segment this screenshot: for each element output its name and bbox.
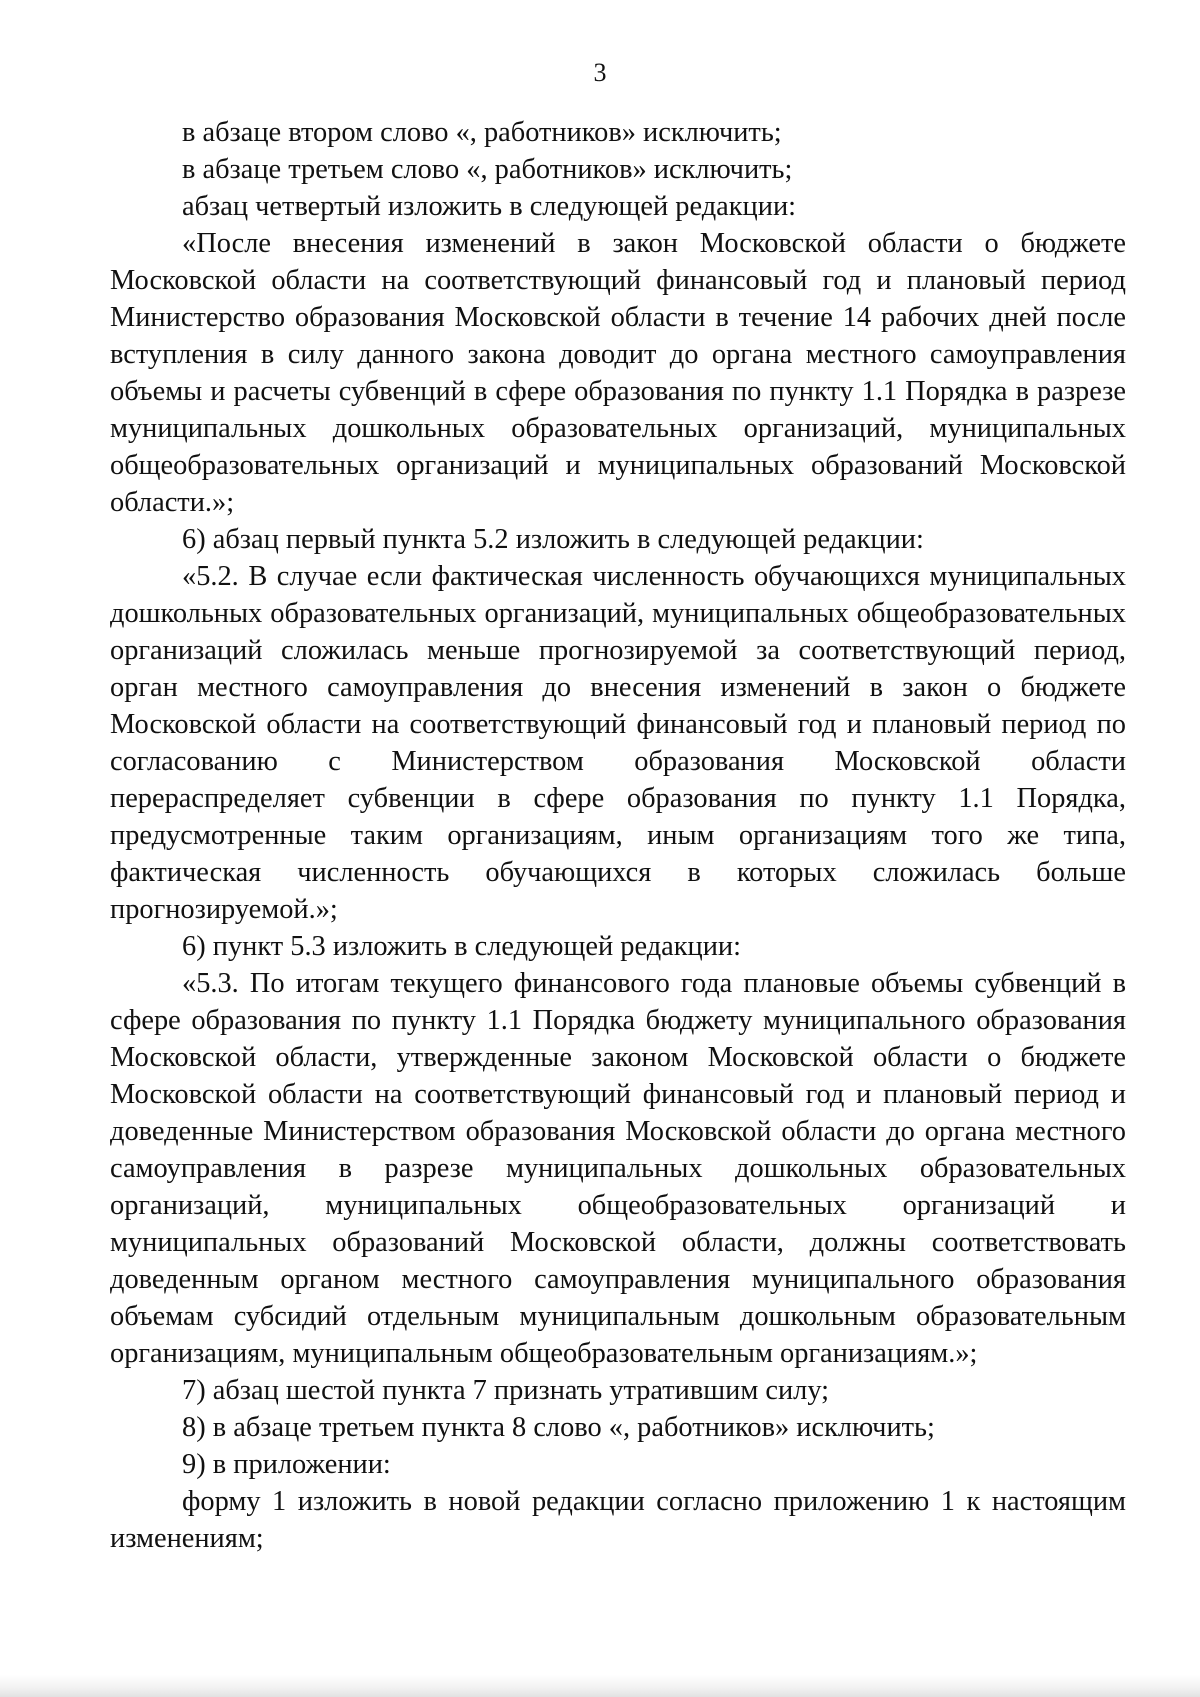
paragraph-7: 6) пункт 5.3 изложить в следующей редакции:	[182, 931, 741, 962]
paragraph-4: «После внесения изменений в закон Московской области о бюджете Московской области на соответствующий финансовый год и плановый период Министерство образования Московской области в течение 14 рабочих дней после вступления в силу данного закона доводит до органа местного самоуправления объемы и расчеты субвенций в сфере образования по пункту 1.1 Порядка в разрезе муниципальных дошкольных образовательных организаций, муниципальных общеобразовательных организаций и муниципальных образований Московской области.»;	[110, 228, 1126, 518]
paragraph-6: «5.2. В случае если фактическая численность обучающихся муниципальных дошкольных образовательных организаций, муниципальных общеобразовательных организаций сложилась меньше прогнозируемой за соответствующий период, орган местного самоуправления до внесения изменений в закон о бюджете Московской области на соответствующий финансовый год и плановый период по согласованию с Министерством образования Московской области перераспределяет субвенции в сфере образования по пункту 1.1 Порядка, предусмотренные таким организациям, иным организациям того же типа, фактическая численность обучающихся в которых сложилась больше прогнозируемой.»;	[110, 561, 1126, 925]
document-body	[110, 114, 1126, 1557]
paragraph-8: «5.3. По итогам текущего финансового года плановые объемы субвенций в сфере образования по пункту 1.1 Порядка бюджету муниципального образования Московской области, утвержденные законом Московской области о бюджете Московской области на соответствующий финансовый год и плановый период и доведенные Министерством образования Московской области до органа местного самоуправления в разрезе муниципальных дошкольных образовательных организаций, муниципальных общеобразовательных организаций и муниципальных образований Московской области, должны соответствовать доведенным органом местного самоуправления муниципального образования объемам субсидий отдельным муниципальным дошкольным образовательным организациям, муниципальным общеобразовательным организациям.»;	[110, 968, 1126, 1369]
scan-bottom-edge	[0, 1675, 1200, 1697]
paragraph-2: в абзаце третьем слово «, работников» исключить;	[182, 154, 793, 185]
paragraph-3: абзац четвертый изложить в следующей редакции:	[182, 191, 797, 222]
paragraph-1: в абзаце втором слово «, работников» исключить;	[182, 117, 782, 148]
paragraph-10: 8) в абзаце третьем пункта 8 слово «, работников» исключить;	[182, 1412, 935, 1443]
paragraph-12: форму 1 изложить в новой редакции согласно приложению 1 к настоящим изменениям;	[110, 1486, 1126, 1554]
page-number: 3	[593, 58, 607, 87]
paragraph-11: 9) в приложении:	[182, 1449, 391, 1480]
paragraph-9: 7) абзац шестой пункта 7 признать утратившим силу;	[182, 1375, 830, 1406]
paragraph-5: 6) абзац первый пункта 5.2 изложить в следующей редакции:	[182, 524, 924, 555]
